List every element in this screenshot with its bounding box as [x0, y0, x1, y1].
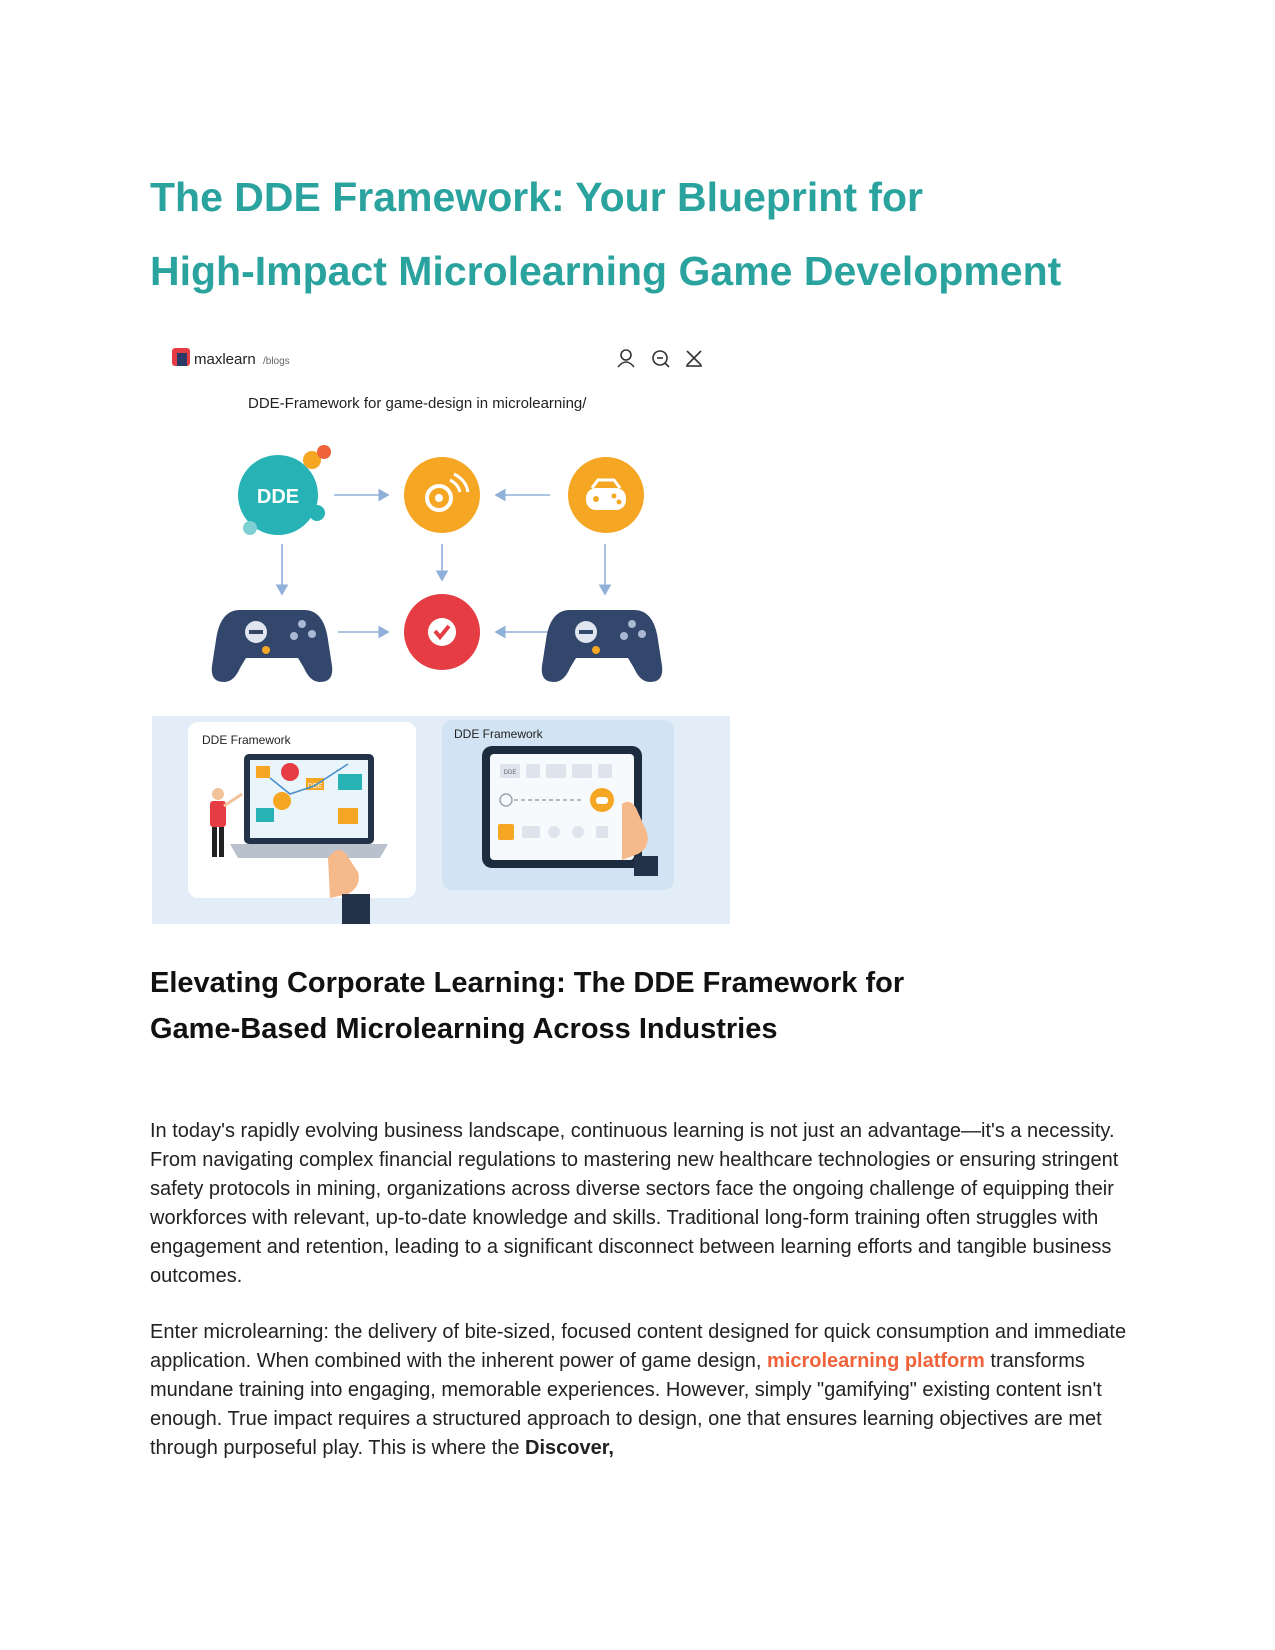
section-heading [150, 960, 1150, 1052]
user-icon [618, 350, 634, 367]
controller-left-icon [212, 610, 333, 682]
paragraph-1: In today's rapidly evolving business landscape, continuous learning is not just an advantage—it's a necessity. From navigating complex financial regulations to mastering new healthcare technologies or ensuring stringent safety protocols in mining, organizations across diverse sectors face the ongoing challenge of equipping their workforces with relevant, up-to-date knowledge and skills. Traditional long-form training often struggles with engagement and retention, leading to a significant disconnect between learning efforts and tangible business outcomes. [150, 1120, 1119, 1287]
tablet-tag-dde: DDE [503, 770, 517, 776]
figure-brand: maxlearn [194, 351, 256, 368]
title-line-1: The DDE Framework: Your Blueprint for [150, 174, 924, 220]
figure-logo [172, 348, 290, 368]
document-title [150, 160, 1150, 308]
card-right-title: DDE Framework [454, 727, 543, 741]
card-left [188, 722, 416, 924]
dde-node-label: DDE [256, 486, 300, 508]
game-controller-node-icon [568, 457, 644, 533]
gear-node-icon [404, 457, 480, 533]
card-right [442, 720, 674, 890]
card-left-title: DDE Framework [202, 733, 291, 747]
controller-right-icon [542, 610, 663, 682]
heading-line-2: Game-Based Microlearning Across Industries [150, 1013, 778, 1045]
dde-framework-illustration [152, 348, 730, 924]
paragraph-2-bold: Discover, [525, 1437, 614, 1459]
laptop-tag-dde: DDE [307, 783, 323, 790]
search-icon [653, 351, 669, 367]
heading-line-1: Elevating Corporate Learning: The DDE Framework for [150, 967, 905, 999]
figure-caption: DDE-Framework for game-design in microlearning/ [248, 395, 587, 412]
checkmark-node-icon [404, 594, 480, 670]
microlearning-platform-link[interactable]: microlearning platform [767, 1350, 985, 1372]
dde-node [238, 445, 331, 535]
paragraph-2-text-a: Enter microlearning: the delivery of bite-sized, focused content designed for quick consumption and immediate application. When combined with the inherent power of game design, [150, 1321, 1127, 1372]
paragraph-2 [150, 1318, 1130, 1463]
paragraph-2-text-b: transforms mundane training into engaging, memorable experiences. However, simply "gamifying" existing content isn't enough. True impact requires a structured approach to design, one that ensures learning objectives are met through purposeful play. This is where the [150, 1350, 1102, 1459]
figure-brand-suffix: /blogs [263, 356, 290, 367]
cross-icon [686, 351, 702, 366]
title-line-2: High-Impact Microlearning Game Development [150, 248, 1062, 294]
